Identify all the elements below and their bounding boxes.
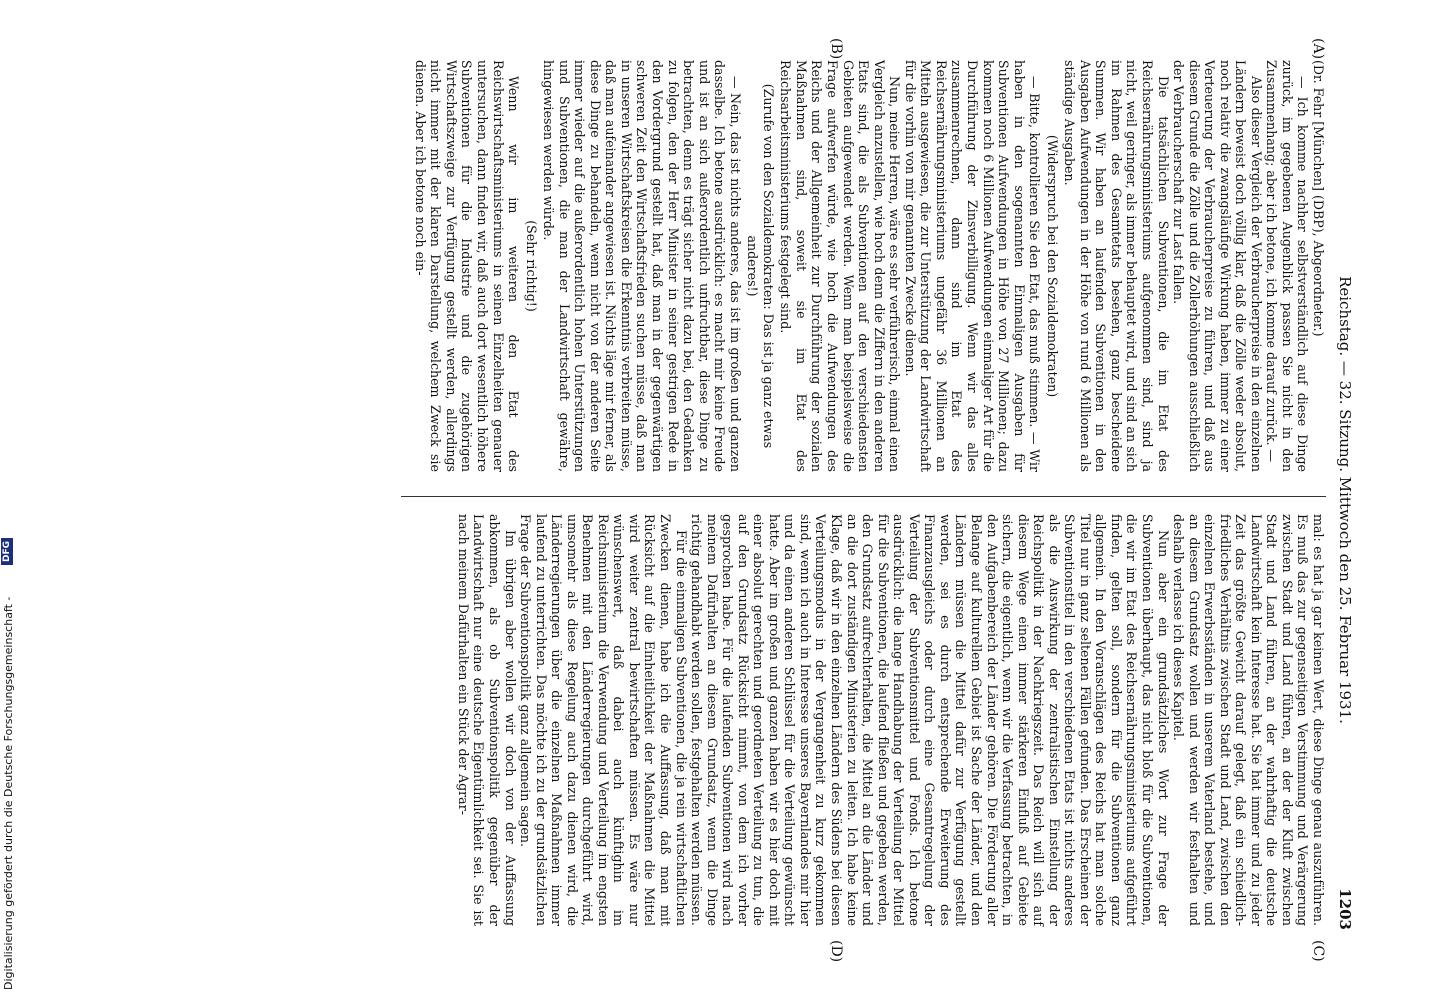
left-text-column [412, 60, 1326, 472]
margin-marker-a: (A) [1310, 38, 1326, 60]
paragraph: Nun, meine Herren, wäre es sehr verführerisch, einmal einen Vergleich anzustellen, wie hoch denn die Ziffern in den anderen Etats sind, die als Subventionen auf den verschiedensten Gebieten aufgewendet werden. Wenn man beispielsweise die Frage aufwerfen würde, wie hoch die Aufwendungen des Reichs und der Allgemeinheit zur Durchführung der sozialen Maßnahmen sind, soweit sie im Etat des Reichsarbeitsministeriums festgelegt sind. [778, 60, 903, 472]
paragraph: mal: es hat ja gar keinen Wert, diese Dinge genau auszuführen. Es muß das zur gegenseitigen Verstimmung und Verärgerung zwischen Stadt und Land führen, an der der Kluft zwischen Stadt und Land führen, an der wahrhaftig die deutsche Landwirtschaft kein Interesse hat. Sie hat immer und zu jeder Zeit das größte Gewicht darauf gelegt, daß ein schiedlich-friedliches Verhältnis zwischen Stadt und Land, zwischen den einzelnen Erwerbsständen in unserem Vaterland bestehe, und an diesem Grundsatz wollen und werden wir festhalten und deshalb verlasse ich dieses Kapitel. [1171, 514, 1326, 926]
interjection: (Widerspruch bei den Sozialdemokraten) [1044, 134, 1060, 398]
paragraph: Für die einmaligen Subventionen, die ja rein wirtschaftlichen Zwecken dienen, habe ich die Auffassung, daß man mit Rücksicht auf die Einheitlichkeit der Maßnahmen die Mittel wird weiter zentral bewirtschaften müssen. Es wäre nur wünschenswert, daß dabei auch künftighin im Reichsministerium die Verwendung und Verteilung im engsten Benehmen mit den Länderregierungen durchgeführt wird, umsomehr als diese Regelung auch dazu dienen wird, die Länderregierungen über die einzelnen Maßnahmen immer laufend zu unterrichten. Das möchte ich zu der grundsätzlichen Frage der Subventionspolitik ganz allgemein sagen. [518, 514, 689, 926]
running-title: Reichstag. — 32. Sitzung. Mittwoch den 25. Februar 1931. [1336, 276, 1354, 724]
dfg-logo: DFG [1, 538, 13, 565]
paragraph: — Bitte, kontrollieren Sie den Etat, das muß stimmen. — Wir haben in den sogenannten Einmaligen Ausgaben für Subventionen Aufwendungen in Höhe von 27 Millionen; dazu kommen noch 6 Millionen Aufwendungen einmaliger Art für die Durchführung der Zinsverbilligung. Wenn wir das alles zusammenrechnen, dann sind im Etat des Reichsernährungsministeriums ungefähr 36 Millionen an Mitteln ausgewiesen, die zur Unterstützung der Landwirtschaft für die vorhin von mir genannten Zwecke dienen. [902, 60, 1043, 472]
interjection: (Zurufe von den Sozialdemokraten: Das ist ja ganz etwas anderes!) [745, 83, 776, 449]
margin-marker-d: (D) [828, 940, 844, 963]
margin-marker-b: (B) [828, 38, 844, 60]
right-text-column [455, 514, 1326, 926]
paragraph: Im übrigen aber wollen wir doch von der Auffassung abkommen, als ob Subventionspolitik gegenüber der Landwirtschaft nur eine deutsche Eigentümlichkeit sei. Sie ist nach meinem Dafürhalten ein Stück der Agrar- [455, 514, 518, 926]
interjection: (Sehr richtig!) [523, 220, 539, 312]
paragraph: Nun aber ein grundsätzliches Wort zur Frage der Subventionen überhaupt, das nicht bloß für die Subventionen, die wir im Etat des Reichsernährungsministeriums aufgeführt finden, gelten soll, sondern für die Subventionen ganz allgemein. In den Voranschlägen des Reichs hat man solche Titel nur in ganz seltenen Fällen gefunden. Das Erscheinen der Subventionstitel in den verschiedenen Etats ist nichts anderes als die Auswirkung der zentralistischen Einstellung der Reichspolitik in der Nachkriegszeit. Das Reich will sich auf diesem Wege einen immer stärkeren Einfluß auf Gebiete sichern, die eigentlich, wenn wir die Verfassung betrachten, in den Aufgabenbereich der Länder gehören. Die Förderung aller Belange auf kulturellem Gebiet ist Sache der Länder, und den Ländern müssen die Mittel dafür zur Verfügung gestellt werden, sei es durch entsprechende Erweiterung des Finanzausgleichs oder durch eine Gesamtregelung der Verteilung der Subventionsmittel und Fonds. Ich betone ausdrücklich: die lange Handhabung der Verteilung der Mittel für die Subventionen, die laufend fließen und gegeben werden, den Grundsatz aufrechterhalten, die Mittel an die Länder und an die dort zuständigen Ministerien zu leiten. Ich habe keine Klage, daß wir in den einzelnen Ländern des Südens bei diesen Verteilungsmodus in der Vergangenheit zu kurz gekommen sind, wenn ich auch in Interesse unseres Bayernlandes mir hier und da einen anderen Schlüssel für die Verteilung gewünscht hatte. Aber im großen und ganzen haben wir es hier doch mit einer absolut gerechten und geordneten Verteilung zu tun, die auf den Grundsatz Rücksicht nimmt, von dem ich vorher gesprochen habe. Für die laufenden Subventionen wird nach meinem Dafürhalten an diesem Grundsatz, wenn die Dinge richtig gehandhabt werden sollen, festgehalten werden müssen. [689, 514, 1171, 926]
margin-marker-c: (C) [1310, 940, 1326, 962]
page-number: 1203 [1336, 888, 1354, 930]
paragraph: Die tatsächlichen Subventionen, die im Etat des Reichsernährungsministeriums aufgenommen sind, sind ja nicht, weil geringer, als immer behauptet wird, und sind an sich im Rahmen des Gesamtetats besehen, ganz bescheidene Summen. Wir haben an laufenden Subventionen in den Ausgaben Aufwendungen in der Höhe von rund 6 Millionen als ständige Ausgaben. [1062, 60, 1171, 472]
paragraph: Wenn wir im weiteren den Etat des Reichswirtschaftsministeriums in seinen Einzelheiten genauer untersuchen, dann finden wir, daß auch dort wesentlich höhere Subventionen für die Industrie und die zugehörigen Wirtschaftszweige zur Verfügung gestellt werden, allerdings nicht immer mit der klaren Darstellung, welchem Zweck sie dienen. Aber ich betone noch ein- [412, 60, 522, 472]
footer-text: Digitalisierung gefördert durch die Deutsche Forschungsgemeinschaft - [2, 596, 15, 990]
page-header [1334, 60, 1354, 940]
column-divider [401, 496, 1326, 497]
paragraph: — Ich komme nachher selbstverständlich auf diese Dinge zurück, im gegebenen Augenblick passen Sie nicht in den Zusammenhang; aber ich betone, ich komme darauf zurück. — [1264, 60, 1311, 472]
paragraph: — Nein, das ist nichts anderes, das ist im großen und ganzen dasselbe. Ich betone ausdrücklich: es macht mir keine Freude und ist an sich außerordentlich unfruchtbar, diese Dinge zu betrachten, denn es trägt sicher nicht dazu bei, den Gedanken zu folgen, den der Herr Minister in seiner gestrigen Rede in den Vordergrund gestellt hat, daß man in der gegenwärtigen schweren Zeit den Wirtschaftsfrieden suchen müsse, daß man in unseren Wirtschaftskreisen die Erkenntnis verbreiten müsse, daß man aufeinander angewiesen ist. Nichts läge mir ferner, als diese Dinge zu behandeln, wenn nicht von der anderen Seite immer wieder auf die außerordentlich hohen Unterstützungen und Subventionen, die man der Landwirtschaft gewähre, hingewiesen werden würde. [541, 60, 743, 472]
speaker-line: (Dr. Fehr [München] (DBP), Abgeordneter.) [1311, 60, 1326, 337]
paragraph: Also dieser Vergleich der Verbraucherpreise in den einzelnen Ländern beweist doch völlig klar, daß die Zölle weder absolut, noch relativ die zwangsläufige Wirkung haben, immer zu einer Verteuerung der Verbraucherpreise zu führen, und daß aus diesem Grunde die Zölle und die Zollerhöhungen ausschließlich der Verbraucherschaft zur Last fallen. [1171, 60, 1264, 472]
